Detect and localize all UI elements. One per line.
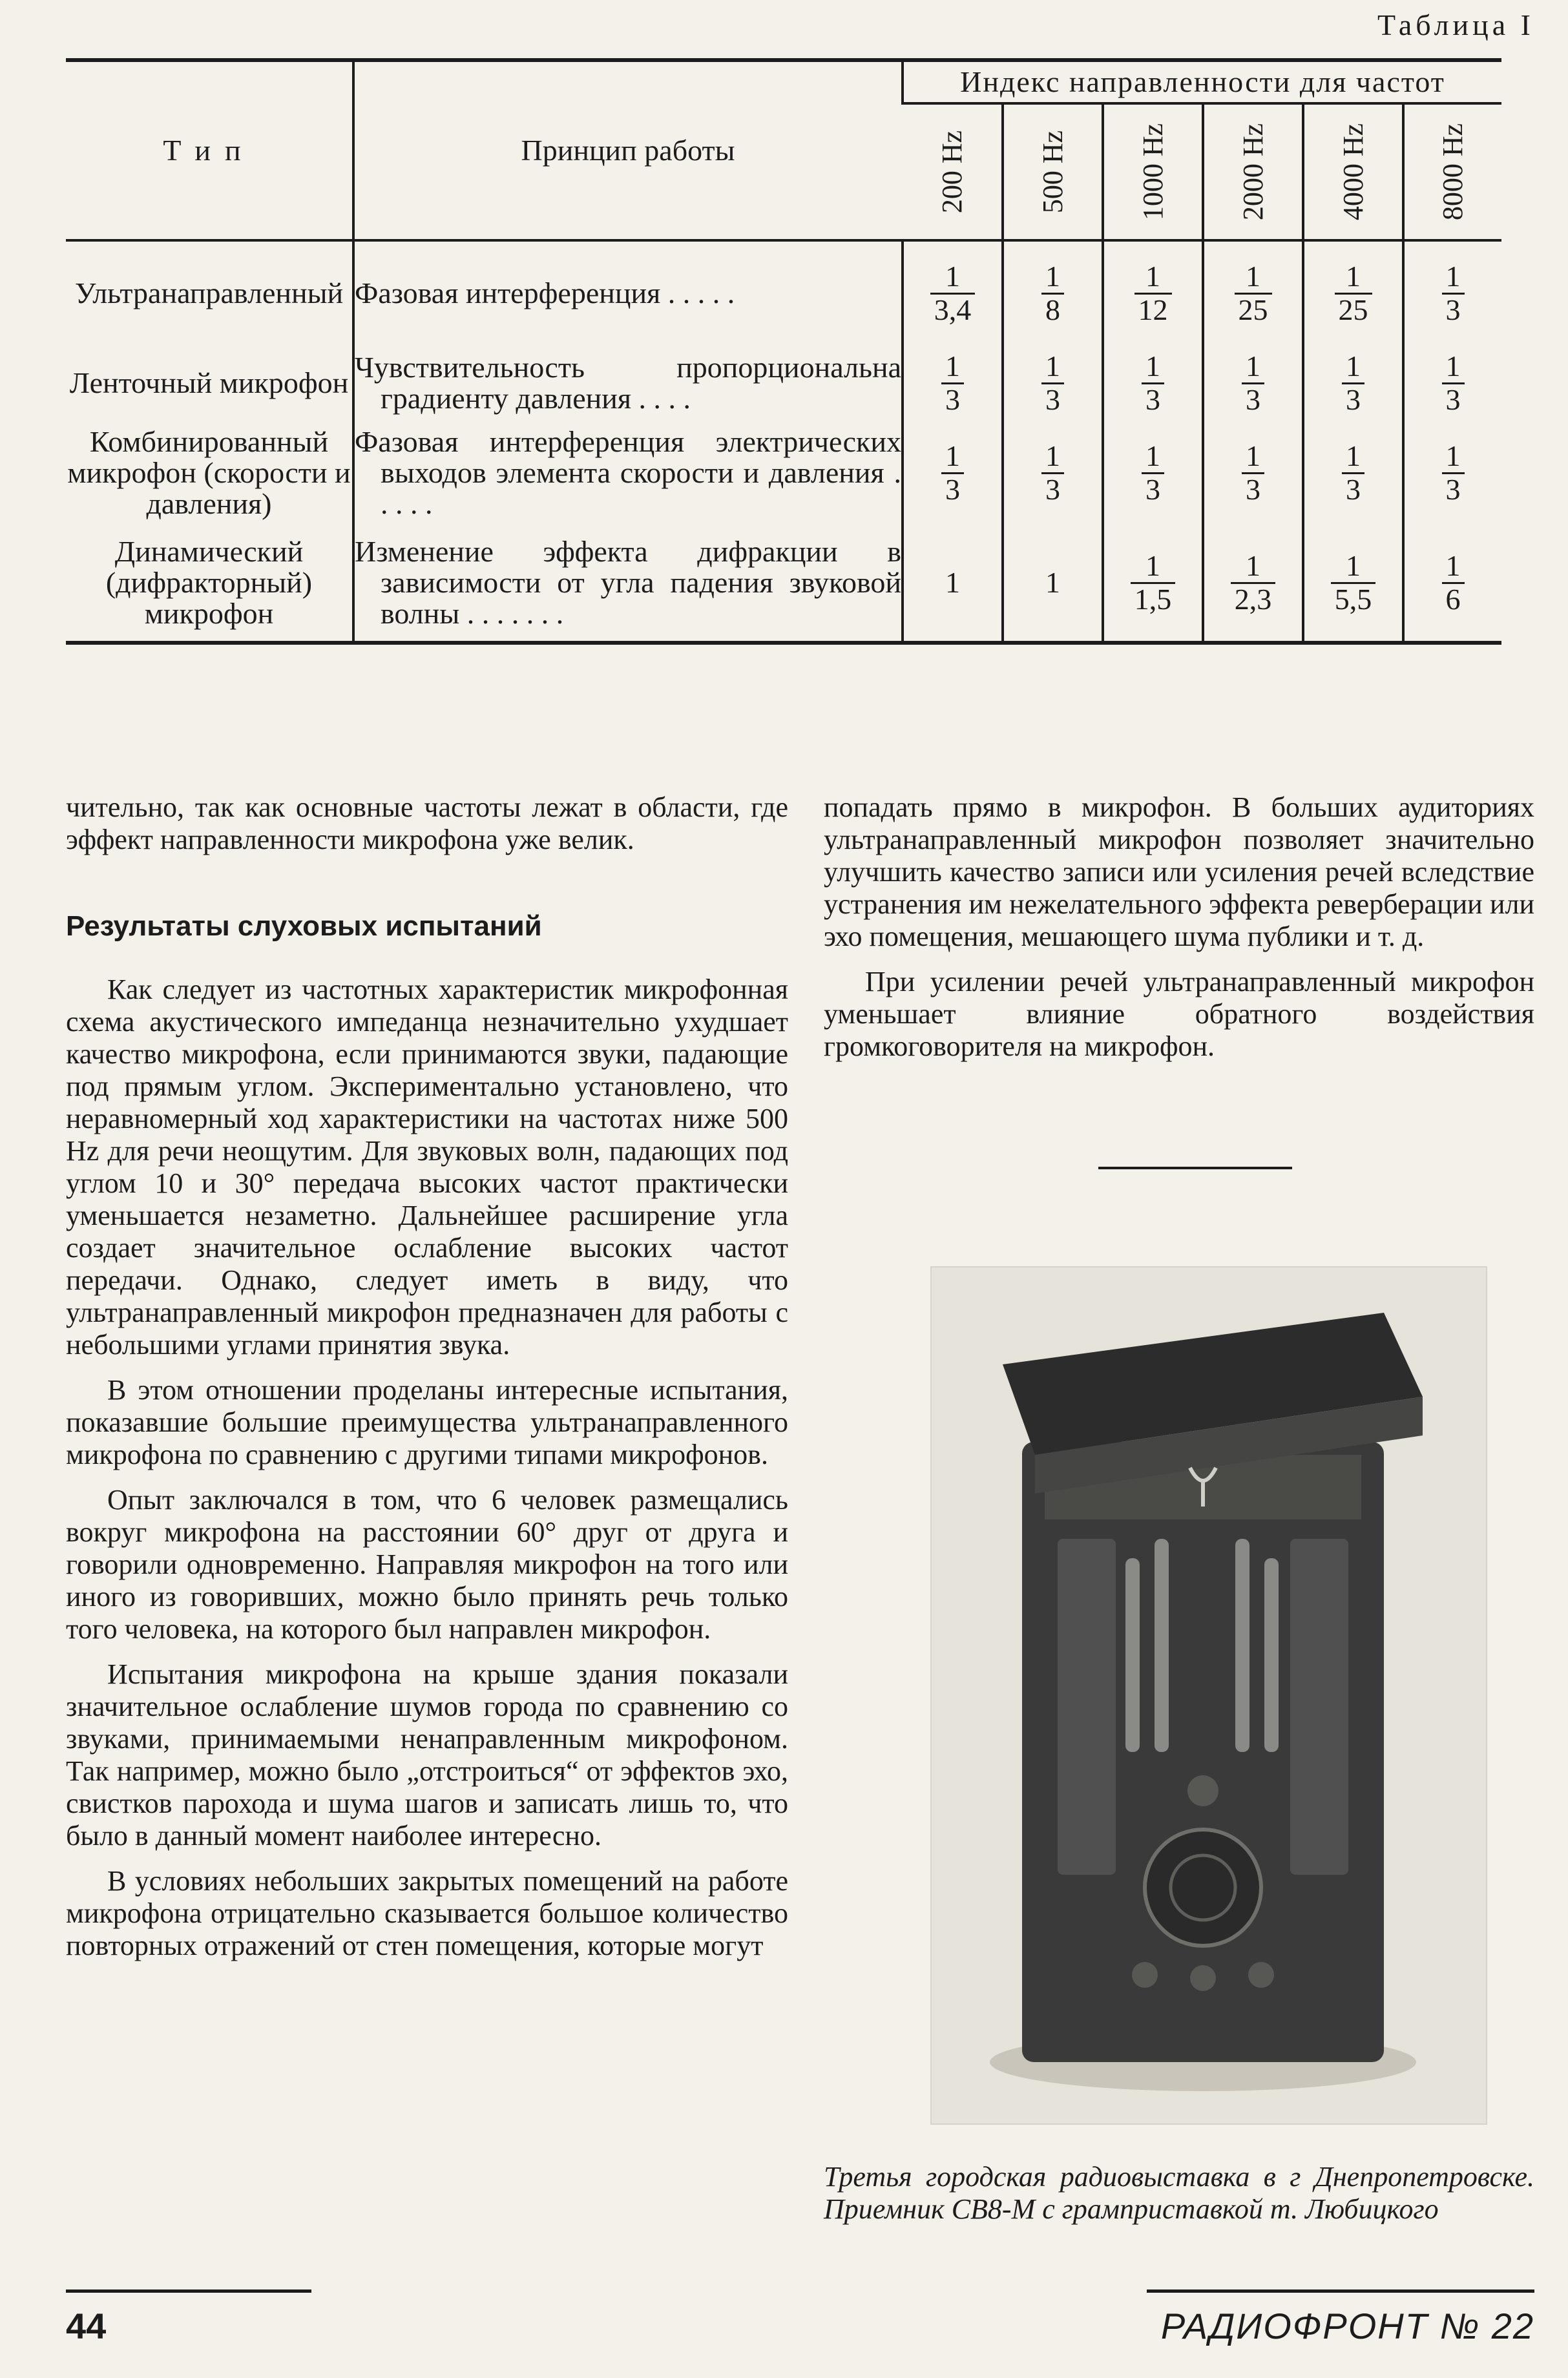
directivity-value: $\frac{1}{8}$ bbox=[1003, 240, 1103, 345]
left-column bbox=[66, 791, 788, 1975]
table-body bbox=[66, 240, 1501, 643]
microphone-type: Ультранаправленный bbox=[74, 276, 344, 309]
header-freq: 500 Hz bbox=[1003, 103, 1103, 240]
header-type: Тип bbox=[66, 60, 353, 240]
directivity-value: $\frac{1}{12}$ bbox=[1103, 240, 1203, 345]
header-freq: 200 Hz bbox=[903, 103, 1003, 240]
lead-paragraph: чительно, так как основные частоты лежат в области, где эффект направленности микрофона уже велик. bbox=[66, 791, 788, 855]
body-paragraph: В условиях небольших закрытых помещений на работе микрофона отрицательно сказывается большое количество повторных отражений от стен помещения, которые могут bbox=[66, 1865, 788, 1961]
directivity-value: $\frac{1}{25}$ bbox=[1303, 240, 1403, 345]
directivity-table bbox=[66, 58, 1501, 645]
directivity-value: $\frac{1}{3}$ bbox=[1403, 421, 1501, 525]
section-heading: Результаты слуховых испытаний bbox=[66, 910, 542, 942]
directivity-value: $\frac{1}{3}$ bbox=[1103, 345, 1203, 421]
journal-name: РАДИОФРОНТ № 22 bbox=[1160, 2306, 1534, 2346]
body-paragraph: Испытания микрофона на крыше здания показали значительное ослабление шумов города по сравнению со звуками, принимаемыми ненаправленным микрофоном. Так например, можно было „отстроиться“ от эффектов эхо, свистков парохода и шума шагов и записать лишь то, что было в данный момент наиболее интересно. bbox=[66, 1658, 788, 1851]
header-freq: 8000 Hz bbox=[1403, 103, 1501, 240]
directivity-value: $\frac{1}{6}$ bbox=[1403, 525, 1501, 643]
directivity-value: 1 bbox=[1003, 525, 1103, 643]
header-index: Индекс направленности для частот bbox=[903, 60, 1501, 103]
directivity-value: $\frac{1}{3}$ bbox=[1003, 345, 1103, 421]
body-paragraph: попадать прямо в микрофон. В больших аудиториях ультранаправленный микрофон позволяет значительно улучшить качество записи или усиления речей вследствие устранения им нежелательного эффекта реверберации или эхо помещения, мешающего шума публики и т. д. bbox=[824, 791, 1534, 952]
table-caption: Таблица I bbox=[1377, 8, 1534, 41]
operating-principle: Фазовая интерференция электрических выходов элемента скорости и давления . . . . . bbox=[353, 421, 903, 525]
table-row bbox=[66, 525, 1501, 643]
operating-principle: Чувствительность пропорциональна градиенту давления . . . . bbox=[353, 345, 903, 421]
body-paragraph: В этом отношении проделаны интересные испытания, показавшие большие преимущества ультранаправленного микрофона по сравнению с другими типами микрофонов. bbox=[66, 1374, 788, 1470]
header-freq: 4000 Hz bbox=[1303, 103, 1403, 240]
photo-caption: Третья городская радиовыставка в г Днепропетровске. Приемник СВ8-М с грамприставкой т. Любицкого bbox=[824, 2161, 1534, 2225]
section-divider bbox=[1098, 1167, 1292, 1169]
footer-rule-left bbox=[66, 2289, 311, 2293]
directivity-value: $\frac{1}{5,5}$ bbox=[1303, 525, 1403, 643]
table-row bbox=[66, 345, 1501, 421]
directivity-value: $\frac{1}{2,3}$ bbox=[1203, 525, 1303, 643]
microphone-type: Ленточный микрофон bbox=[69, 366, 349, 399]
directivity-value: $\frac{1}{3}$ bbox=[1203, 421, 1303, 525]
table-row bbox=[66, 240, 1501, 345]
right-column bbox=[824, 791, 1534, 1076]
header-principle: Принцип работы bbox=[353, 60, 903, 240]
table-row bbox=[66, 421, 1501, 525]
directivity-value: $\frac{1}{3}$ bbox=[1003, 421, 1103, 525]
directivity-value: $\frac{1}{3}$ bbox=[1403, 240, 1501, 345]
directivity-value: $\frac{1}{3}$ bbox=[1303, 345, 1403, 421]
microphone-type: Комбинированный микрофон (скорости и давления) bbox=[67, 424, 351, 521]
directivity-value: $\frac{1}{3}$ bbox=[1303, 421, 1403, 525]
operating-principle: Фазовая интерференция . . . . . bbox=[353, 240, 903, 345]
footer-rule-right bbox=[1147, 2289, 1534, 2293]
body-paragraph: При усилении речей ультранаправленный микрофон уменьшает влияние обратного воздействия громкоговорителя на микрофон. bbox=[824, 966, 1534, 1062]
page-number: 44 bbox=[66, 2306, 107, 2346]
directivity-value: $\frac{1}{3}$ bbox=[903, 421, 1003, 525]
body-paragraph: Опыт заключался в том, что 6 человек размещались вокруг микрофона на расстоянии 60° друг от друга и говорили одновременно. Направляя микрофон на того или иного из говоривших, можно было принять речь только того человека, на которого был направлен микрофон. bbox=[66, 1484, 788, 1645]
directivity-value: $\frac{1}{3}$ bbox=[903, 345, 1003, 421]
directivity-value: $\frac{1}{3,4}$ bbox=[903, 240, 1003, 345]
header-freq: 1000 Hz bbox=[1103, 103, 1203, 240]
operating-principle: Изменение эффекта дифракции в зависимости от угла падения звуковой волны . . . . . . . bbox=[353, 525, 903, 643]
microphone-type: Динамический (дифракторный) микрофон bbox=[105, 534, 313, 631]
directivity-value: 1 bbox=[903, 525, 1003, 643]
radio-receiver-photo bbox=[930, 1266, 1487, 2125]
directivity-value: $\frac{1}{3}$ bbox=[1403, 345, 1501, 421]
directivity-value: $\frac{1}{3}$ bbox=[1203, 345, 1303, 421]
header-freq: 2000 Hz bbox=[1203, 103, 1303, 240]
directivity-value: $\frac{1}{1,5}$ bbox=[1103, 525, 1203, 643]
body-paragraph: Как следует из частотных характеристик микрофонная схема акустического импеданца незначительно ухудшает качество микрофона, если принимаются звуки, падающие под прямым углом. Экспериментально установлено, что неравномерный ход характеристики на частотах ниже 500 Hz для речи неощутим. Для звуковых волн, падающих под углом 10 и 30° передача высоких частот практически уменьшается незаметно. Дальнейшее расширение угла создает значительное ослабление высоких частот передачи. Однако, следует иметь в виду, что ультранаправленный микрофон предназначен для работы с небольшими углами принятия звука. bbox=[66, 974, 788, 1361]
directivity-value: $\frac{1}{3}$ bbox=[1103, 421, 1203, 525]
directivity-value: $\frac{1}{25}$ bbox=[1203, 240, 1303, 345]
